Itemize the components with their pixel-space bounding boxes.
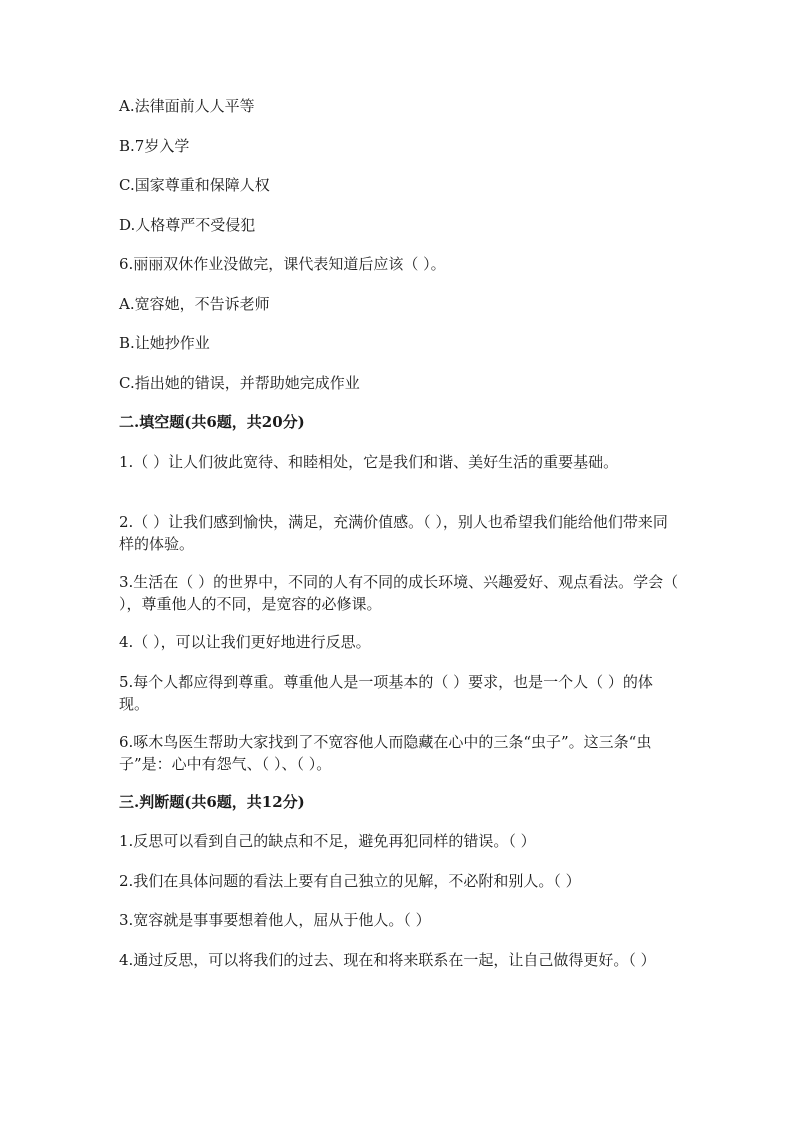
option-d-text: D.人格尊严不受侵犯 xyxy=(119,216,256,234)
fill-blank-item-6: 6.啄木鸟医生帮助大家找到了不宽容他人而隐藏在心中的三条“虫子”。这三条“虫子”是：心中有怨气、（ ）、（ ）。 xyxy=(119,733,652,773)
fill-blank-item-5: 5.每个人都应得到尊重。尊重他人是一项基本的（ ）要求，也是一个人（ ）的体现。 xyxy=(119,673,653,713)
judgement-item-3: 3.宽容就是事事要想着他人，屈从于他人。（ ） xyxy=(119,911,431,929)
section-2-heading: 二.填空题(共6题，共20分) xyxy=(119,413,305,431)
judgement-item-1: 1.反思可以看到自己的缺点和不足，避免再犯同样的错误。（ ） xyxy=(119,832,536,850)
fill-blank-item-3: 3.生活在（ ）的世界中，不同的人有不同的成长环境、兴趣爱好、观点看法。学会（ ），尊重他人的不同，是宽容的必修课。 xyxy=(119,573,679,613)
judgement-item-2: 2.我们在具体问题的看法上要有自己独立的见解，不必附和别人。（ ） xyxy=(119,872,581,890)
judgement-item-4: 4.通过反思，可以将我们的过去、现在和将来联系在一起，让自己做得更好。（ ） xyxy=(119,951,656,969)
question-6-option-a: A.宽容她，不告诉老师 xyxy=(119,295,270,313)
fill-blank-item-4: 4.（ ），可以让我们更好地进行反思。 xyxy=(119,633,371,651)
question-6-option-c: C.指出她的错误，并帮助她完成作业 xyxy=(119,374,360,392)
option-b-text: B.7岁入学 xyxy=(119,137,190,155)
question-6-stem: 6.丽丽双休作业没做完，课代表知道后应该（ ）。 xyxy=(119,255,446,273)
section-3-heading: 三.判断题(共6题，共12分) xyxy=(119,793,305,811)
fill-blank-item-1: 1.（ ）让人们彼此宽待、和睦相处，它是我们和谐、美好生活的重要基础。 xyxy=(119,453,619,471)
option-c-text: C.国家尊重和保障人权 xyxy=(119,176,270,194)
question-6-option-b: B.让她抄作业 xyxy=(119,334,210,352)
fill-blank-item-2: 2.（ ）让我们感到愉快，满足，充满价值感。（ ），别人也希望我们能给他们带来同样的体验。 xyxy=(119,513,668,553)
option-a-text: A.法律面前人人平等 xyxy=(119,97,255,115)
